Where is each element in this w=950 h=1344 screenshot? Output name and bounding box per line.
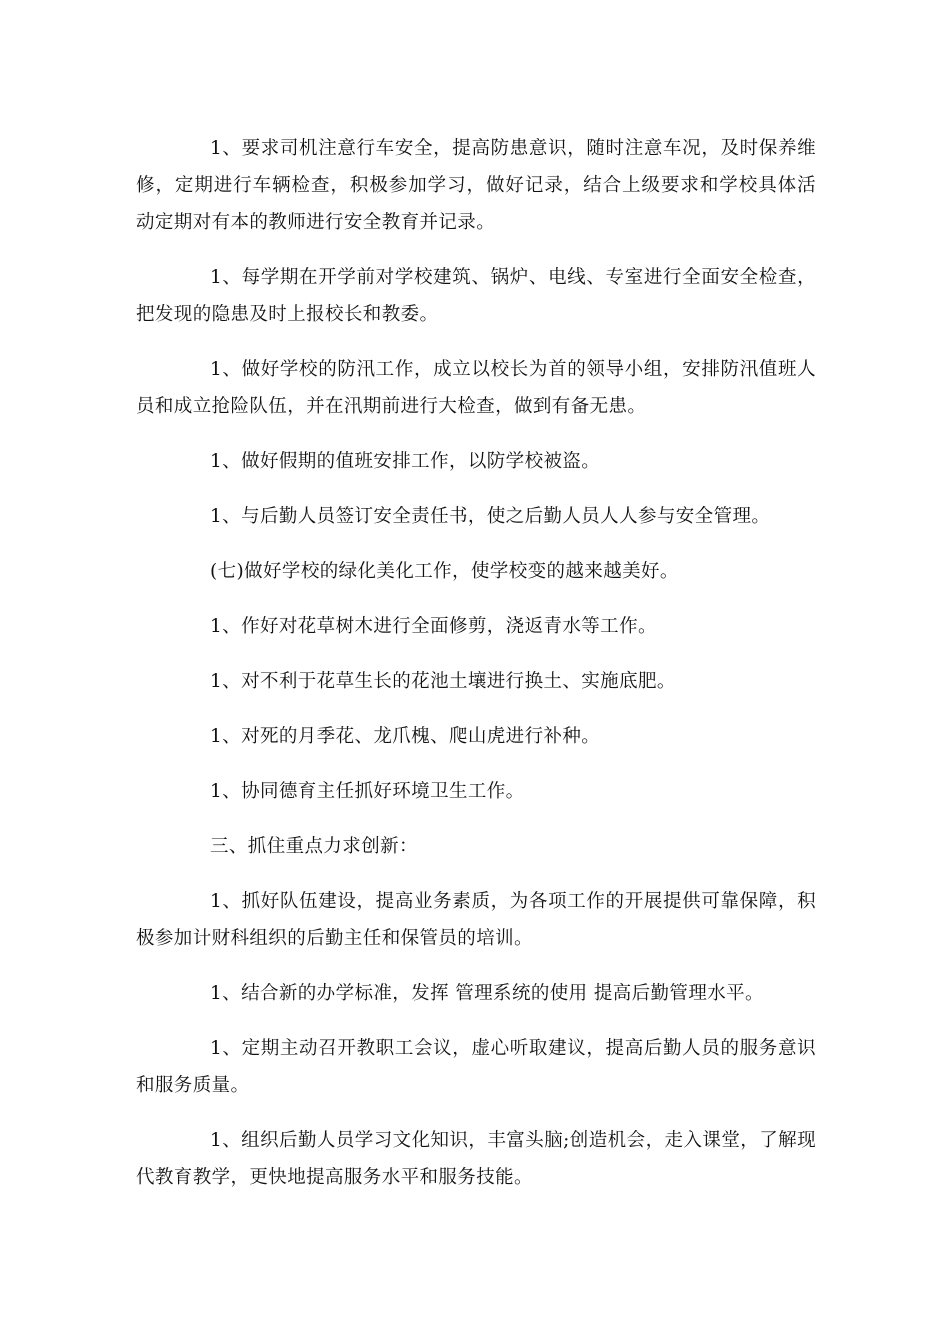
- document-body: [136, 130, 816, 1214]
- paragraph-management-system: 1、结合新的办学标准，发挥 管理系统的使用 提高后勤管理水平。: [210, 983, 764, 1004]
- paragraph-pruning: 1、作好对花草树木进行全面修剪，浇返青水等工作。: [210, 616, 657, 637]
- paragraph-environment-hygiene: 1、协同德育主任抓好环境卫生工作。: [210, 781, 525, 802]
- paragraph-soil-replacement: 1、对不利于花草生长的花池土壤进行换土、实施底肥。: [210, 671, 676, 692]
- paragraph-staff-learning: 1、组织后勤人员学习文化知识，丰富头脑;创造机会，走入课堂，了解现代教育教学，更快地提高服务水平和服务技能。: [136, 1130, 816, 1188]
- paragraph-greening-heading: (七)做好学校的绿化美化工作，使学校变的越来越美好。: [210, 561, 679, 582]
- paragraph-replanting: 1、对死的月季花、龙爪槐、爬山虎进行补种。: [210, 726, 601, 747]
- paragraph-semester-inspection: 1、每学期在开学前对学校建筑、锅炉、电线、专室进行全面安全检查，把发现的隐患及时上报校长和教委。: [136, 267, 816, 325]
- paragraph-team-building: 1、抓好队伍建设，提高业务素质，为各项工作的开展提供可靠保障，积极参加计财科组织的后勤主任和保管员的培训。: [136, 891, 816, 949]
- paragraph-safety-responsibility: 1、与后勤人员签订安全责任书，使之后勤人员人人参与安全管理。: [210, 506, 771, 527]
- paragraph-driver-safety: 1、要求司机注意行车安全，提高防患意识，随时注意车况，及时保养维修，定期进行车辆检查，积极参加学习，做好记录，结合上级要求和学校具体活动定期对有本的教师进行安全教育并记录。: [136, 138, 816, 233]
- paragraph-section-three-heading: 三、抓住重点力求创新：: [210, 836, 418, 857]
- paragraph-staff-meetings: 1、定期主动召开教职工会议，虚心听取建议，提高后勤人员的服务意识和服务质量。: [136, 1038, 816, 1096]
- paragraph-flood-prevention: 1、做好学校的防汛工作，成立以校长为首的领导小组，安排防汛值班人员和成立抢险队伍，并在汛期前进行大检查，做到有备无患。: [136, 359, 816, 417]
- paragraph-holiday-duty: 1、做好假期的值班安排工作，以防学校被盗。: [210, 451, 601, 472]
